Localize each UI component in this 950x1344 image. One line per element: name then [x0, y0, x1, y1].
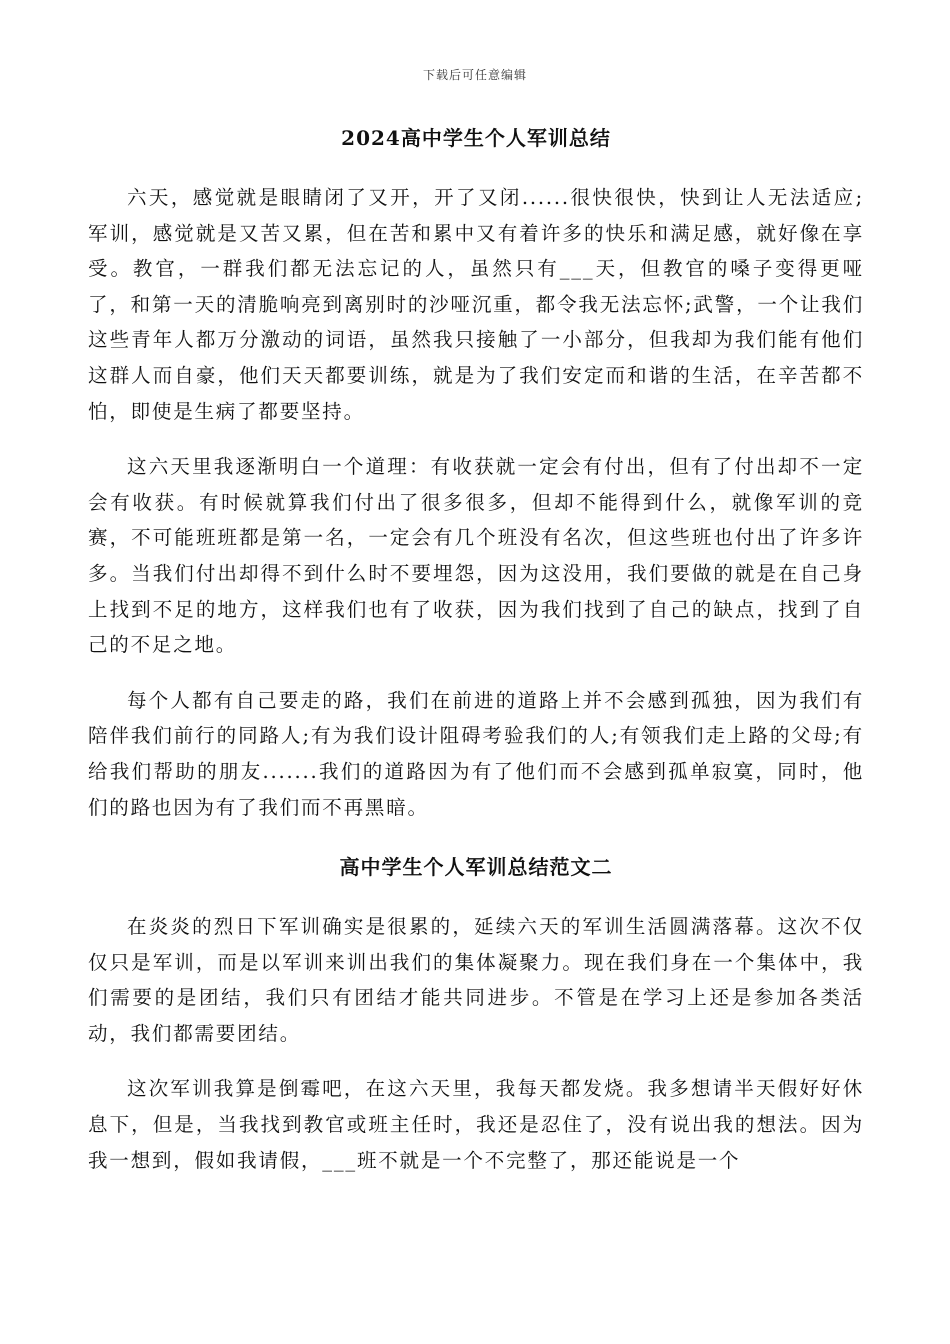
page-header-note: 下载后可任意编辑: [422, 68, 527, 82]
section-2-paragraph-2: 这次军训我算是倒霉吧，在这六天里，我每天都发烧。我多想请半天假好好休息下，但是，当我找到教官或班主任时，我还是忍住了，没有说出我的想法。因为我一想到，假如我请假，___班不就是一个不完整了，那还能说是一个: [88, 1077, 864, 1172]
document-title: 2024高中学生个人军训总结: [341, 126, 611, 150]
paragraph-2: 这六天里我逐渐明白一个道理：有收获就一定会有付出，但有了付出却不一定会有收获。有时候就算我们付出了很多很多，但却不能得到什么，就像军训的竞赛，不可能班班都是第一名，一定会有几个班没有名次，但这些班也付出了许多许多。当我们付出却得不到什么时不要埋怨，因为这没用，我们要做的就是在自己身上找到不足的地方，这样我们也有了收获，因为我们找到了自己的缺点，找到了自己的不足之地。: [88, 455, 864, 657]
document-body: [88, 118, 864, 1178]
paragraph-1: 六天，感觉就是眼睛闭了又开，开了又闭......很快很快，快到让人无法适应;军训，感觉就是又苦又累，但在苦和累中又有着许多的快乐和满足感，就好像在享受。教官，一群我们都无法忘记的人，虽然只有___天，但教官的嗓子变得更哑了，和第一天的清脆响亮到离别时的沙哑沉重，都令我无法忘怀;武警，一个让我们这些青年人都万分激动的词语，虽然我只接触了一小部分，但我却为我们能有他们这群人而自豪，他们天天都要训练，就是为了我们安定而和谐的生活，在辛苦都不怕，即使是生病了都要坚持。: [88, 186, 864, 423]
section-2-title: 高中学生个人军训总结范文二: [339, 855, 613, 880]
section-2-paragraph-1: 在炎炎的烈日下军训确实是很累的，延续六天的军训生活圆满落幕。这次不仅仅只是军训，而是以军训来训出我们的集体凝聚力。现在我们身在一个集体中，我们需要的是团结，我们只有团结才能共同进步。不管是在学习上还是参加各类活动，我们都需要团结。: [88, 915, 864, 1045]
paragraph-3: 每个人都有自己要走的路，我们在前进的道路上并不会感到孤独，因为我们有陪伴我们前行的同路人;有为我们设计阻碍考验我们的人;有领我们走上路的父母;有给我们帮助的朋友.......我们的道路因为有了他们而不会感到孤单寂寞，同时，他们的路也因为有了我们而不再黑暗。: [88, 688, 864, 819]
